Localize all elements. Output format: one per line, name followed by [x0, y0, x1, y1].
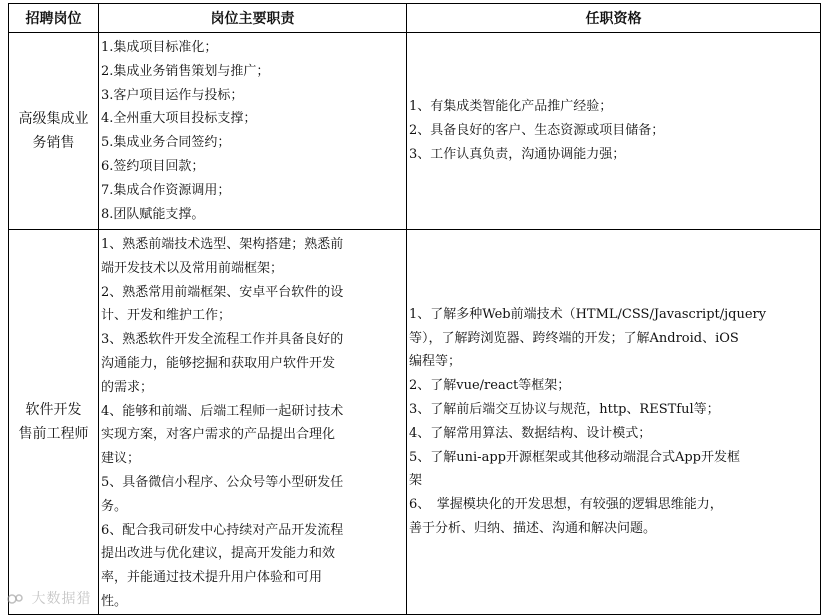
list-item: 的需求；: [101, 379, 154, 395]
position-cell: 高级集成业 务销售: [9, 33, 99, 230]
list-item: 2.集成业务销售策划与推广；: [101, 63, 270, 79]
list-item: 2、具备良好的客户、生态资源或项目储备；: [409, 123, 665, 139]
list-item: 1、熟悉前端技术选型、架构搭建；熟悉前: [101, 237, 344, 252]
list-item: 提出改进与优化建议，提高开发能力和效: [101, 546, 336, 562]
list-item: 架: [409, 473, 423, 489]
list-item: 等），了解跨浏览器、跨终端的开发；了解Android、iOS: [409, 330, 739, 346]
list-item: 2、了解vue/react等框架；: [409, 378, 571, 394]
duties-cell: [99, 230, 407, 615]
list-item: 5、具备微信小程序、公众号等小型研发任: [101, 474, 344, 490]
list-item: 端开发技术以及常用前端框架；: [101, 260, 284, 276]
header-position: 招聘岗位: [9, 4, 99, 33]
qualifications-cell: [407, 33, 821, 230]
watermark-text: 大数据猎: [31, 591, 92, 607]
duties-cell: [99, 33, 407, 230]
list-item: 沟通能力，能够挖掘和获取用户软件开发: [101, 355, 336, 371]
header-qualifications: 任职资格: [407, 4, 821, 33]
list-item: 1.集成项目标准化；: [101, 40, 218, 55]
job-table: [8, 3, 821, 615]
table-row: [9, 33, 821, 230]
qualifications-cell: [407, 230, 821, 615]
list-item: 1、有集成类智能化产品推广经验；: [409, 99, 613, 115]
list-item: 7.集成合作资源调用；: [101, 182, 231, 198]
list-item: 5、了解uni-app开源框架或其他移动端混合式App开发框: [409, 449, 740, 465]
list-item: 4、了解常用算法、数据结构、设计模式；: [409, 425, 652, 441]
list-item: 计、开发和维护工作；: [101, 308, 232, 324]
list-item: 2、熟悉常用前端框架、安卓平台软件的设: [101, 284, 344, 300]
list-item: 实现方案，对客户需求的产品提出合理化: [101, 427, 336, 443]
list-item: 6、 掌握模块化的开发思想，有较强的逻辑思维能力，: [409, 497, 723, 513]
list-item: 务。: [101, 498, 128, 514]
list-item: 6、配合我司研发中心持续对产品开发流程: [101, 522, 344, 538]
list-item: 6.签约项目回款；: [101, 158, 205, 174]
list-item: 4.全州重大项目投标支撑；: [101, 111, 257, 127]
list-item: 8.团队赋能支撑。: [101, 206, 205, 222]
list-item: 4、能够和前端、后端工程师一起研讨技术: [101, 403, 344, 419]
header-duties: 岗位主要职责: [99, 4, 407, 33]
list-item: 5.集成业务合同签约；: [101, 135, 231, 151]
list-item: 编程等；: [409, 354, 462, 370]
list-item: 率，并能通过技术提升用户体验和可用: [101, 570, 323, 586]
list-item: 3.客户项目运作与投标；: [101, 87, 244, 103]
list-item: 1、了解多种Web前端技术（HTML/CSS/Javascript/jquery: [409, 306, 767, 322]
list-item: 善于分析、归纳、描述、沟通和解决问题。: [409, 521, 657, 537]
table-row: [9, 230, 821, 615]
watermark: [6, 588, 91, 608]
list-item: 3、熟悉软件开发全流程工作并具备良好的: [101, 332, 344, 348]
header-row: [9, 4, 821, 33]
list-item: 性。: [101, 593, 128, 609]
list-item: 3、工作认真负责，沟通协调能力强；: [409, 146, 626, 162]
watermark-logo-icon: [6, 592, 26, 606]
list-item: 建议；: [101, 451, 141, 467]
list-item: 3、了解前后端交互协议与规范，http、RESTful等；: [409, 402, 720, 418]
position-cell: 软件开发 售前工程师: [9, 230, 99, 615]
